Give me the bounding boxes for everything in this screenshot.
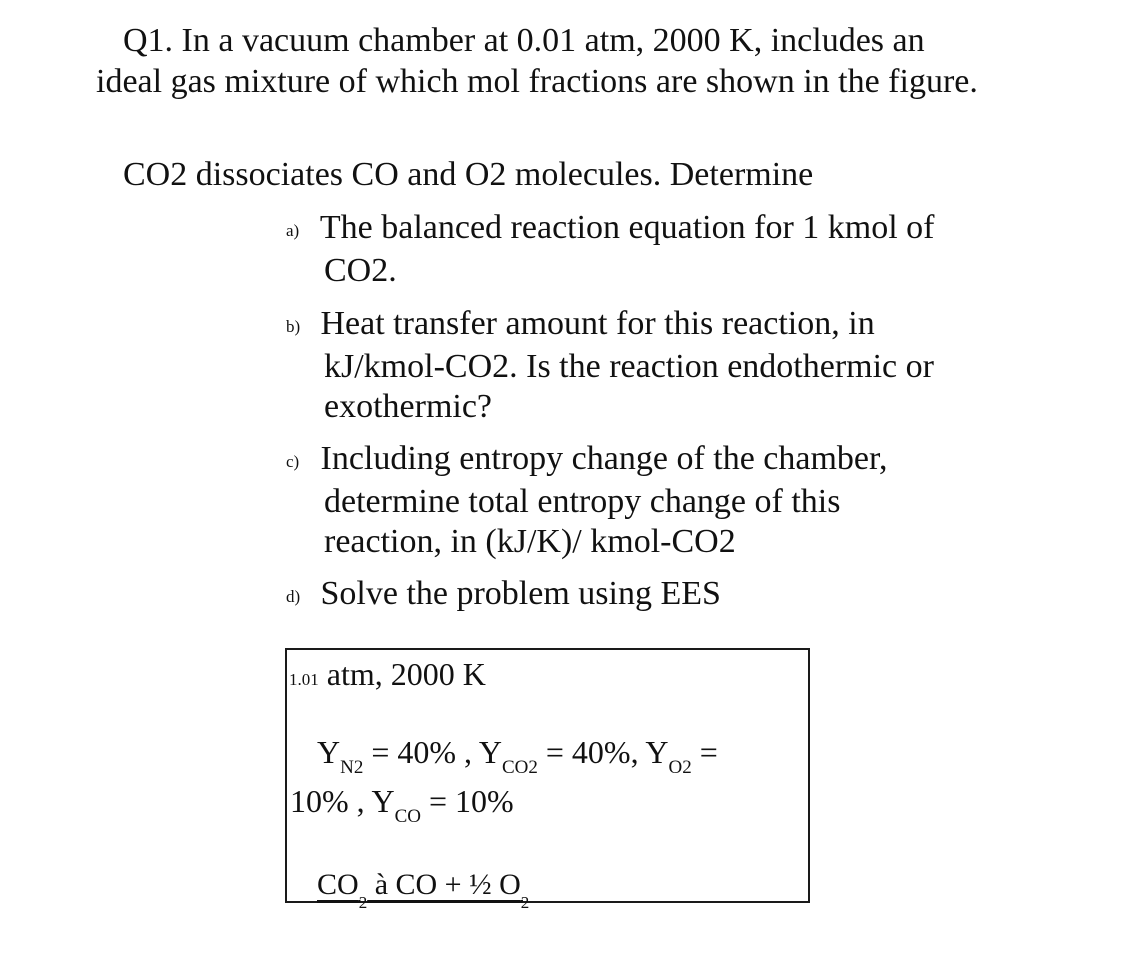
- y-symbol: Y: [371, 783, 395, 819]
- question-determine: CO2 dissociates CO and O2 molecules. Determine: [123, 156, 814, 193]
- part-b: [286, 304, 986, 427]
- co2-subscript: CO2: [501, 757, 538, 778]
- part-c: [286, 439, 986, 562]
- reaction-products: à CO + ½ O: [367, 868, 521, 901]
- product-subscript: 2: [520, 893, 530, 912]
- part-a-rest: CO2.: [324, 252, 397, 289]
- figure-pressure-prefix: 1.01: [289, 670, 319, 689]
- mole-fractions-line-1: [317, 734, 718, 779]
- y-symbol: Y: [317, 734, 341, 770]
- part-b-rest: kJ/kmol-CO2. Is the reaction endothermic or exothermic?: [324, 348, 934, 425]
- co-subscript: CO: [394, 806, 421, 827]
- part-d-line1: Solve the problem using EES: [320, 575, 721, 612]
- question-intro: Q1. In a vacuum chamber at 0.01 atm, 2000 K, includes an ideal gas mixture of which mol fractions are shown in the figure.: [96, 22, 978, 100]
- part-a: [286, 208, 986, 291]
- mixture-figure: [285, 648, 810, 912]
- figure-conditions: [289, 656, 486, 693]
- n2-value: = 40% ,: [363, 734, 479, 770]
- co-value: = 10%: [420, 783, 514, 819]
- reactant-co: CO: [317, 868, 359, 901]
- part-d-marker: d): [286, 587, 301, 606]
- part-c-rest: determine total entropy change of this reaction, in (kJ/K)/ kmol-CO2: [324, 483, 841, 560]
- dissociation-reaction: [317, 868, 529, 913]
- part-b-line1: Heat transfer amount for this reaction, in: [320, 305, 875, 342]
- o2-subscript: O2: [668, 757, 692, 778]
- o2-equals: =: [691, 734, 718, 770]
- part-d: [286, 574, 986, 617]
- co2-value: = 40%,: [537, 734, 646, 770]
- y-symbol: Y: [645, 734, 669, 770]
- o2-value: 10% ,: [290, 783, 372, 819]
- part-a-marker: a): [286, 221, 300, 240]
- part-b-marker: b): [286, 317, 301, 336]
- part-c-line1: Including entropy change of the chamber,: [320, 440, 888, 477]
- reactant-subscript: 2: [358, 893, 368, 912]
- n2-subscript: N2: [340, 757, 364, 778]
- part-c-marker: c): [286, 452, 300, 471]
- mole-fractions-line-2: [290, 783, 514, 828]
- y-symbol: Y: [478, 734, 502, 770]
- figure-pressure-temp: atm, 2000 K: [318, 656, 486, 692]
- part-a-line1: The balanced reaction equation for 1 kmol of: [319, 209, 935, 246]
